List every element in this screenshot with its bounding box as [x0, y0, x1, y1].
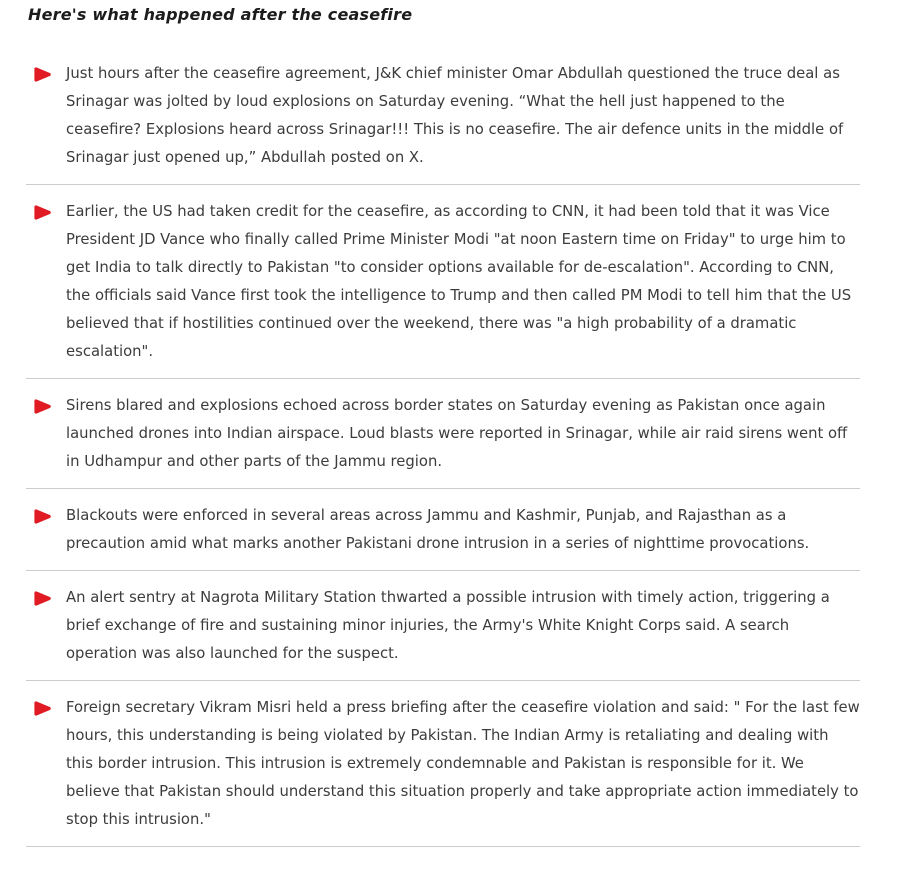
page-title: Here's what happened after the ceasefire: [28, 5, 413, 24]
red-arrow-bullet-icon: [33, 66, 52, 83]
red-arrow-bullet-icon: [33, 590, 52, 607]
list-item: [26, 681, 860, 847]
list-item: [26, 47, 860, 185]
bullet-text: Just hours after the ceasefire agreement, J&K chief minister Omar Abdullah questioned the truce deal as Srinagar was jolted by loud explosions on Saturday evening. “What the hell just happened to the ceasefire? Explosions heard across Srinagar!!! This is no ceasefire. The air defence units in the middle of Srinagar just opened up,” Abdullah posted on X.: [66, 65, 844, 166]
ceasefire-update-list: [26, 47, 860, 847]
list-item: [26, 489, 860, 571]
bullet-text: Earlier, the US had taken credit for the ceasefire, as according to CNN, it had been told that it was Vice President JD Vance who finally called Prime Minister Modi "at noon Eastern time on Friday" to urge him to get India to talk directly to Pakistan "to consider options available for de-escalation". According to CNN, the officials said Vance first took the intelligence to Trump and then called PM Modi to tell him that the US believed that if hostilities continued over the weekend, there was "a high probability of a dramatic escalation".: [66, 203, 852, 360]
list-item: [26, 379, 860, 489]
bullet-text: Blackouts were enforced in several areas across Jammu and Kashmir, Punjab, and Rajasthan as a precaution amid what marks another Pakistani drone intrusion in a series of nighttime provocations.: [66, 507, 810, 552]
list-item: [26, 571, 860, 681]
red-arrow-bullet-icon: [33, 508, 52, 525]
bullet-text: Foreign secretary Vikram Misri held a press briefing after the ceasefire violation and said: " For the last few hours, this understanding is being violated by Pakistan. The Indian Army is retaliating and dealing with this border intrusion. This intrusion is extremely condemnable and Pakistan is responsible for it. We believe that Pakistan should understand this situation properly and take appropriate action immediately to stop this intrusion.": [66, 699, 860, 828]
red-arrow-bullet-icon: [33, 204, 52, 221]
red-arrow-bullet-icon: [33, 398, 52, 415]
bullet-text: An alert sentry at Nagrota Military Station thwarted a possible intrusion with timely action, triggering a brief exchange of fire and sustaining minor injuries, the Army's White Knight Corps said. A search operation was also launched for the suspect.: [66, 589, 830, 662]
bullet-text: Sirens blared and explosions echoed across border states on Saturday evening as Pakistan once again launched drones into Indian airspace. Loud blasts were reported in Srinagar, while air raid sirens went off in Udhampur and other parts of the Jammu region.: [66, 397, 848, 470]
list-item: [26, 185, 860, 379]
red-arrow-bullet-icon: [33, 700, 52, 717]
